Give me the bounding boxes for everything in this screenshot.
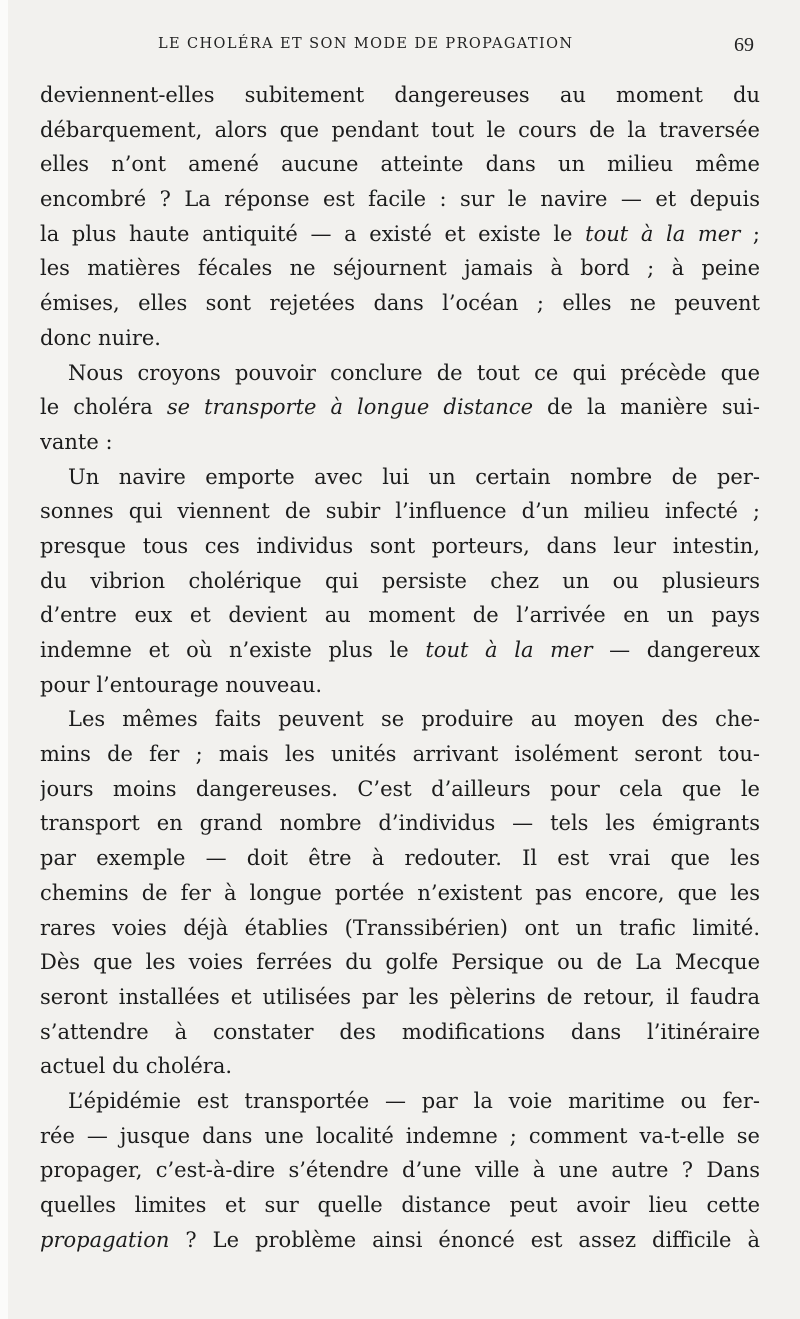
text-line: du vibrion cholérique qui persiste chez un ou plusieurs bbox=[40, 568, 760, 593]
text-line: propager, c’est-à-dire s’étendre d’une ville à une autre ? Dans bbox=[40, 1158, 760, 1183]
text-line: chemins de fer à longue portée n’existent pas encore, que les bbox=[40, 880, 760, 905]
text-line bbox=[40, 1223, 760, 1258]
text-run: de la manière sui- bbox=[533, 395, 760, 420]
text-run: indemne et où n’existe plus le bbox=[40, 638, 426, 662]
text-run: la plus haute antiquité — a existé et existe le bbox=[40, 221, 586, 246]
running-head: LE CHOLÉRA ET SON MODE DE PROPAGATION bbox=[158, 36, 574, 52]
text-line bbox=[40, 390, 760, 425]
text-line: émises, elles sont rejetées dans l’océan ; elles ne peuvent bbox=[40, 291, 760, 316]
text-line: sonnes qui viennent de subir l’influence d’un milieu infecté ; bbox=[40, 499, 760, 524]
text-run: ? Le problème ainsi énoncé est assez difficile à bbox=[169, 1227, 760, 1252]
text-line: Dès que les voies ferrées du golfe Persique ou de La Mecque bbox=[40, 950, 760, 975]
body-text bbox=[40, 78, 760, 1257]
text-line: L’épidémie est transportée — par la voie maritime ou fer- bbox=[68, 1088, 760, 1113]
text-line: s’attendre à constater des modifications dans l’itinéraire bbox=[40, 1019, 760, 1044]
text-line: transport en grand nombre d’individus — tels les émigrants bbox=[40, 811, 760, 836]
text-line: donc nuire. bbox=[40, 325, 161, 350]
text-line: mins de fer ; mais les unités arrivant isolément seront tou- bbox=[40, 742, 760, 767]
italic-phrase: se transporte à longue distance bbox=[166, 395, 533, 420]
page-number: 69 bbox=[734, 34, 754, 56]
text-line: quelles limites et sur quelle distance peut avoir lieu cette bbox=[40, 1193, 760, 1217]
text-line: elles n’ont amené aucune atteinte dans un milieu même bbox=[40, 152, 760, 177]
page-header bbox=[0, 32, 800, 60]
text-line bbox=[40, 217, 760, 252]
text-line: Les mêmes faits peuvent se produire au moyen des che- bbox=[68, 707, 760, 732]
text-line: par exemple — doit être à redouter. Il est vrai que les bbox=[40, 846, 760, 871]
italic-phrase: tout à la mer bbox=[585, 221, 741, 246]
text-line: d’entre eux et devient au moment de l’arrivée en un pays bbox=[40, 603, 760, 628]
text-line: encombré ? La réponse est facile : sur le navire — et depuis bbox=[40, 187, 760, 212]
text-line: rée — jusque dans une localité indemne ; comment va-t-elle se bbox=[40, 1123, 760, 1148]
text-line: deviennent-elles subitement dangereuses au moment du bbox=[40, 83, 760, 107]
text-line: débarquement, alors que pendant tout le cours de la traversée bbox=[40, 117, 760, 142]
text-line: seront installées et utilisées par les pèlerins de retour, il faudra bbox=[40, 984, 760, 1009]
text-line: rares voies déjà établies (Transsibérien) ont un trafic limité. bbox=[40, 915, 760, 940]
text-line: Nous croyons pouvoir conclure de tout ce qui précède que bbox=[68, 360, 760, 385]
italic-phrase: propagation bbox=[40, 1227, 170, 1252]
italic-phrase: tout à la mer bbox=[425, 638, 593, 662]
text-run: ; bbox=[740, 221, 760, 246]
text-line: Un navire emporte avec lui un certain nombre de per- bbox=[68, 464, 760, 489]
text-line: les matières fécales ne séjournent jamais à bord ; à peine bbox=[40, 256, 760, 281]
text-line: presque tous ces individus sont porteurs, dans leur intestin, bbox=[40, 533, 760, 558]
text-run: — dangereux bbox=[592, 638, 760, 662]
text-line bbox=[40, 633, 760, 668]
text-line: vante : bbox=[40, 429, 113, 454]
text-line: jours moins dangereuses. C’est d’ailleurs pour cela que le bbox=[40, 776, 760, 801]
text-line: pour l’entourage nouveau. bbox=[40, 672, 323, 697]
text-run: le choléra bbox=[40, 395, 167, 420]
text-line: actuel du choléra. bbox=[40, 1054, 233, 1079]
